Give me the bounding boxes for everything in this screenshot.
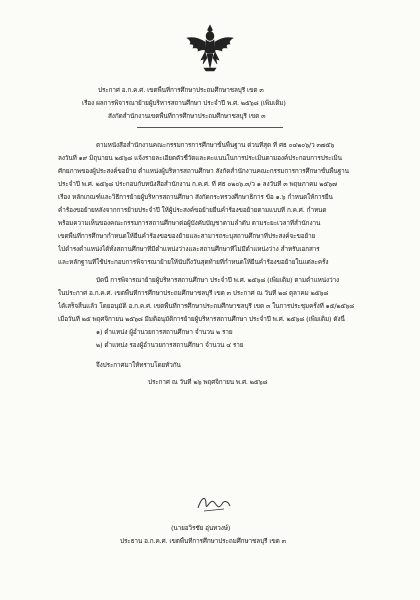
closing-statement: จึงประกาศมาให้ทราบโดยทั่วกัน (96, 361, 181, 369)
list-item-directors: ๑) ตำแหน่ง ผู้อำนวยการสถานศึกษา จำนวน ๒ ราย (96, 328, 233, 336)
paragraph1-line10: และหลักฐานที่ใช้ประกอบการพิจารณาย้ายให้นับถึงวันสุดท้ายที่กำหนดให้ยื่นคำร้องขอย้ายในแต่ละครั้ง (58, 258, 329, 266)
signer-title: ประธาน อ.ก.ค.ศ. เขตพื้นที่การศึกษาประถมศึกษาชลบุรี เขต ๓ (120, 537, 286, 545)
paragraph1-line9: ไปดำรงตำแหน่งได้ทั้งสถานศึกษาที่มีตำแหน่งว่างและสถานศึกษาที่ไม่มีตำแหน่งว่าง สำหรับเอกสาร (58, 245, 320, 253)
header-divider (137, 127, 283, 128)
announcement-date: ประกาศ ณ วันที่ ๒๖ พฤศจิกายน พ.ศ. ๒๕๖๘ (148, 378, 268, 386)
paragraph2-line4: เมื่อวันที่ ๒๕ พฤศจิกายน ๒๕๖๘ มีมติอนุมัติการย้ายผู้บริหารสถานศึกษา ประจำปี พ.ศ. ๒๕๖๘ (เพิ่มเติม) ดังนี้ (58, 315, 345, 323)
paragraph1-line8: เขตพื้นที่การศึกษากำหนดให้ยื่นคำร้องขอของย้ายและสามารถระบุสถานศึกษาที่ประสงค์จะขอย้าย (58, 232, 316, 240)
paragraph2-line3: ได้เสร็จสิ้นแล้ว โดยอนุมัติ อ.ก.ค.ศ. เขตพื้นที่การศึกษาประถมศึกษาชลบุรี เขต ๓ ในการประชุมครั้งที่ ๑๕/๒๕๖๘ (58, 302, 355, 310)
paragraph1-line7: พร้อมความเห็นของคณะกรรมการสถานศึกษาต่อผู้บังคับบัญชาตามลำดับ ตามระยะเวลาที่สำนักงาน (58, 219, 321, 227)
list-item-deputy-directors: ๒) ตำแหน่ง รองผู้อำนวยการสถานศึกษา จำนวน ๔ ราย (96, 341, 244, 349)
subject-line: เรื่อง ผลการพิจารณาย้ายผู้บริหารสถานศึกษา ประจำปี พ.ศ. ๒๕๖๘ (เพิ่มเติม) (82, 99, 286, 107)
paragraph1-line3: ศักยภาพของผู้ประสงค์ขอย้าย ตำแหน่งผู้บริหารสถานศึกษา สังกัดสำนักงานคณะกรรมการการศึกษาขั้นพื้นฐาน (58, 167, 349, 175)
paragraph2-line1: บัดนี้ การพิจารณาย้ายผู้บริหารสถานศึกษา ประจำปี พ.ศ. ๒๕๖๘ (เพิ่มเติม) ตามตำแหน่งว่าง (96, 276, 340, 284)
paragraph1-line5: เรื่อง หลักเกณฑ์และวิธีการย้ายผู้บริหารสถานศึกษา สังกัดกระทรวงศึกษาธิการ ข้อ ๑.๖ กำหนดให้การยื่น (58, 193, 333, 201)
paragraph1-line6: คำร้องขอย้ายหลังจากการย้ายประจำปี ให้ผู้ประสงค์ขอย้ายยื่นคำร้องขอย้ายตามแบบที่ ก.ค.ศ. กำหนด (58, 206, 327, 214)
paragraph1-line1: ตามหนังสือสำนักงานคณะกรรมการการศึกษาขั้นพื้นฐาน ด่วนที่สุด ที่ ศธ ๐๔๒๐๖/ว ๓๗๕๖ (96, 141, 335, 149)
announcement-heading: ประกาศ อ.ก.ค.ศ. เขตพื้นที่การศึกษาประถมศึกษาชลบุรี เขต ๓ (98, 86, 264, 94)
handwritten-signature-icon (194, 492, 234, 516)
garuda-emblem-icon (184, 22, 236, 74)
signer-name: (นายอวิรชัย อุ่นทวงษ์) (171, 524, 231, 532)
affiliation-line: สังกัดสำนักงานเขตพื้นที่การศึกษาประถมศึกษาชลบุรี เขต ๓ (108, 112, 266, 120)
paragraph1-line2: ลงวันที่ ๑๙ มิถุนายน ๒๕๖๘ แจ้งรายละเอียดตัวชี้วัดและคะแนนในการประเมินตามองค์ประกอบการประเมิน (58, 154, 342, 162)
paragraph1-line4: ประจำปี พ.ศ. ๒๕๖๘ ประกอบกับหนังสือสำนักงาน ก.ค.ศ. ที่ ศธ ๐๒๐๖.๓/ว ๑ ลงวันที่ ๓ พฤษภาคม ๒๕๖๗ (58, 180, 337, 188)
paragraph2-line2: ในประกาศ อ.ก.ค.ศ. เขตพื้นที่การศึกษาประถมศึกษาชลบุรี เขต ๓ ประกาศ ณ วันที่ ๒๘ ตุลาคม ๒๕๖๘ (58, 289, 329, 297)
